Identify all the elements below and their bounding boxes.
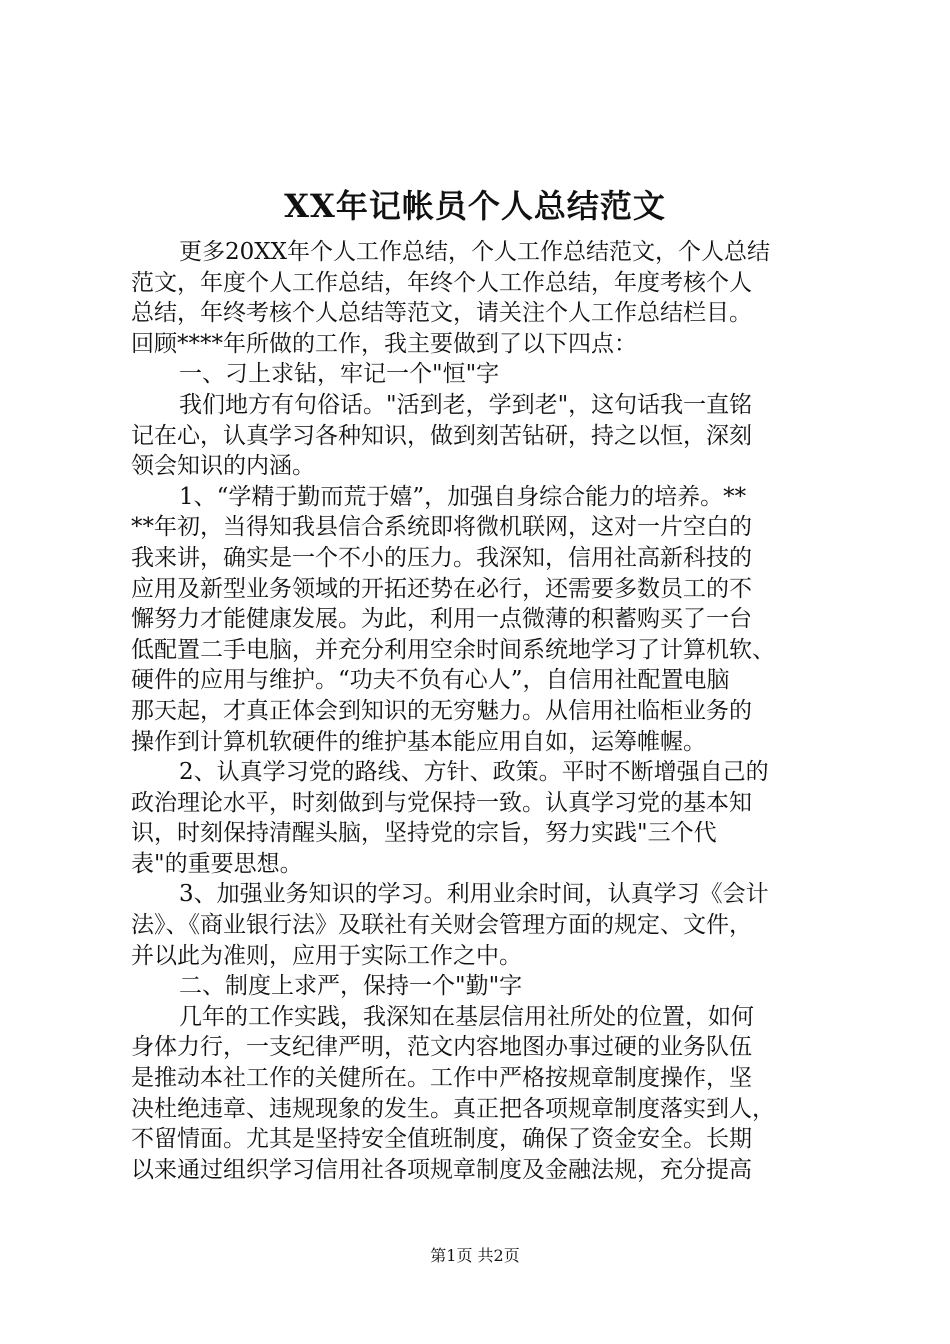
paragraph-line: 应用及新型业务领域的开拓还势在必行，还需要多数员工的不 <box>131 575 752 602</box>
paragraph-line: 表"的重要思想。 <box>131 850 303 877</box>
paragraph-line: 领会知识的内涵。 <box>131 453 315 480</box>
paragraph-line: 几年的工作实践，我深知在基层信用社所处的位置，如何 <box>179 1003 754 1030</box>
paragraph-line: 3、加强业务知识的学习。利用业余时间，认真学习《会计 <box>179 881 769 908</box>
paragraph-line: 法》、《商业银行法》及联社有关财会管理方面的规定、文件， <box>131 912 752 939</box>
paragraph-line: 更多20XX年个人工作总结，个人工作总结范文，个人总结 <box>179 239 771 265</box>
paragraph-line: **年初，当得知我县信合系统即将微机联网，这对一片空白的 <box>131 514 752 541</box>
paragraph-line: 范文，年度个人工作总结，年终个人工作总结，年度考核个人 <box>131 269 752 296</box>
section-heading: 二、制度上求严，保持一个"勤"字 <box>179 973 523 1000</box>
paragraph-line: 政治理论水平，时刻做到与党保持一致。认真学习党的基本知 <box>131 789 752 816</box>
document-body <box>131 237 831 1185</box>
paragraph-line: 低配置二手电脑，并充分利用空余时间系统地学习了计算机软、 <box>131 636 775 663</box>
paragraph-line: 决杜绝违章、违规现象的发生。真正把各项规章制度落实到人， <box>131 1095 775 1122</box>
paragraph-line: 回顾****年所做的工作，我主要做到了以下四点： <box>131 330 637 357</box>
page-number-footer: 第1页 共2页 <box>430 1246 520 1265</box>
paragraph-line: 并以此为准则，应用于实际工作之中。 <box>131 942 522 969</box>
paragraph-line: 记在心，认真学习各种知识，做到刻苦钻研，持之以恒，深刻 <box>131 422 752 449</box>
paragraph-line: 操作到计算机软硬件的维护基本能应用自如，运筹帷幄。 <box>131 728 706 755</box>
paragraph-line: 识，时刻保持清醒头脑，坚持党的宗旨，努力实践"三个代 <box>131 820 717 847</box>
paragraph-line: 1、“学精于勤而荒于嬉”，加强自身综合能力的培养。** <box>179 483 747 510</box>
paragraph-line: 不留情面。尤其是坚持安全值班制度，确保了资金安全。长期 <box>131 1126 752 1153</box>
paragraph-line: 总结，年终考核个人总结等范文，请关注个人工作总结栏目。 <box>131 300 752 327</box>
section-heading: 一、刁上求钻，牢记一个"恒"字 <box>179 361 500 388</box>
paragraph-line: 我们地方有句俗话。"活到老，学到老"，这句话我一直铭 <box>179 391 753 418</box>
paragraph-line: 懈努力才能健康发展。为此，利用一点微薄的积蓄购买了一台 <box>131 606 752 633</box>
paragraph-line: 2、认真学习党的路线、方针、政策。平时不断增强自己的 <box>179 759 769 786</box>
document-title: XX年记帐员个人总结范文 <box>284 187 666 225</box>
paragraph-line: 以来通过组织学习信用社各项规章制度及金融法规，充分提高 <box>131 1156 752 1183</box>
paragraph-line: 是推动本社工作的关健所在。工作中严格按规章制度操作，坚 <box>131 1065 752 1092</box>
paragraph-line: 我来讲，确实是一个不小的压力。我深知，信用社高新科技的 <box>131 544 752 571</box>
paragraph-line: 那天起，才真正体会到知识的无穷魅力。从信用社临柜业务的 <box>131 697 752 724</box>
paragraph-line: 身体力行，一支纪律严明，范文内容地图办事过硬的业务队伍 <box>131 1034 752 1061</box>
paragraph-line: 硬件的应用与维护。“功夫不负有心人”，自信用社配置电脑 <box>131 667 730 694</box>
